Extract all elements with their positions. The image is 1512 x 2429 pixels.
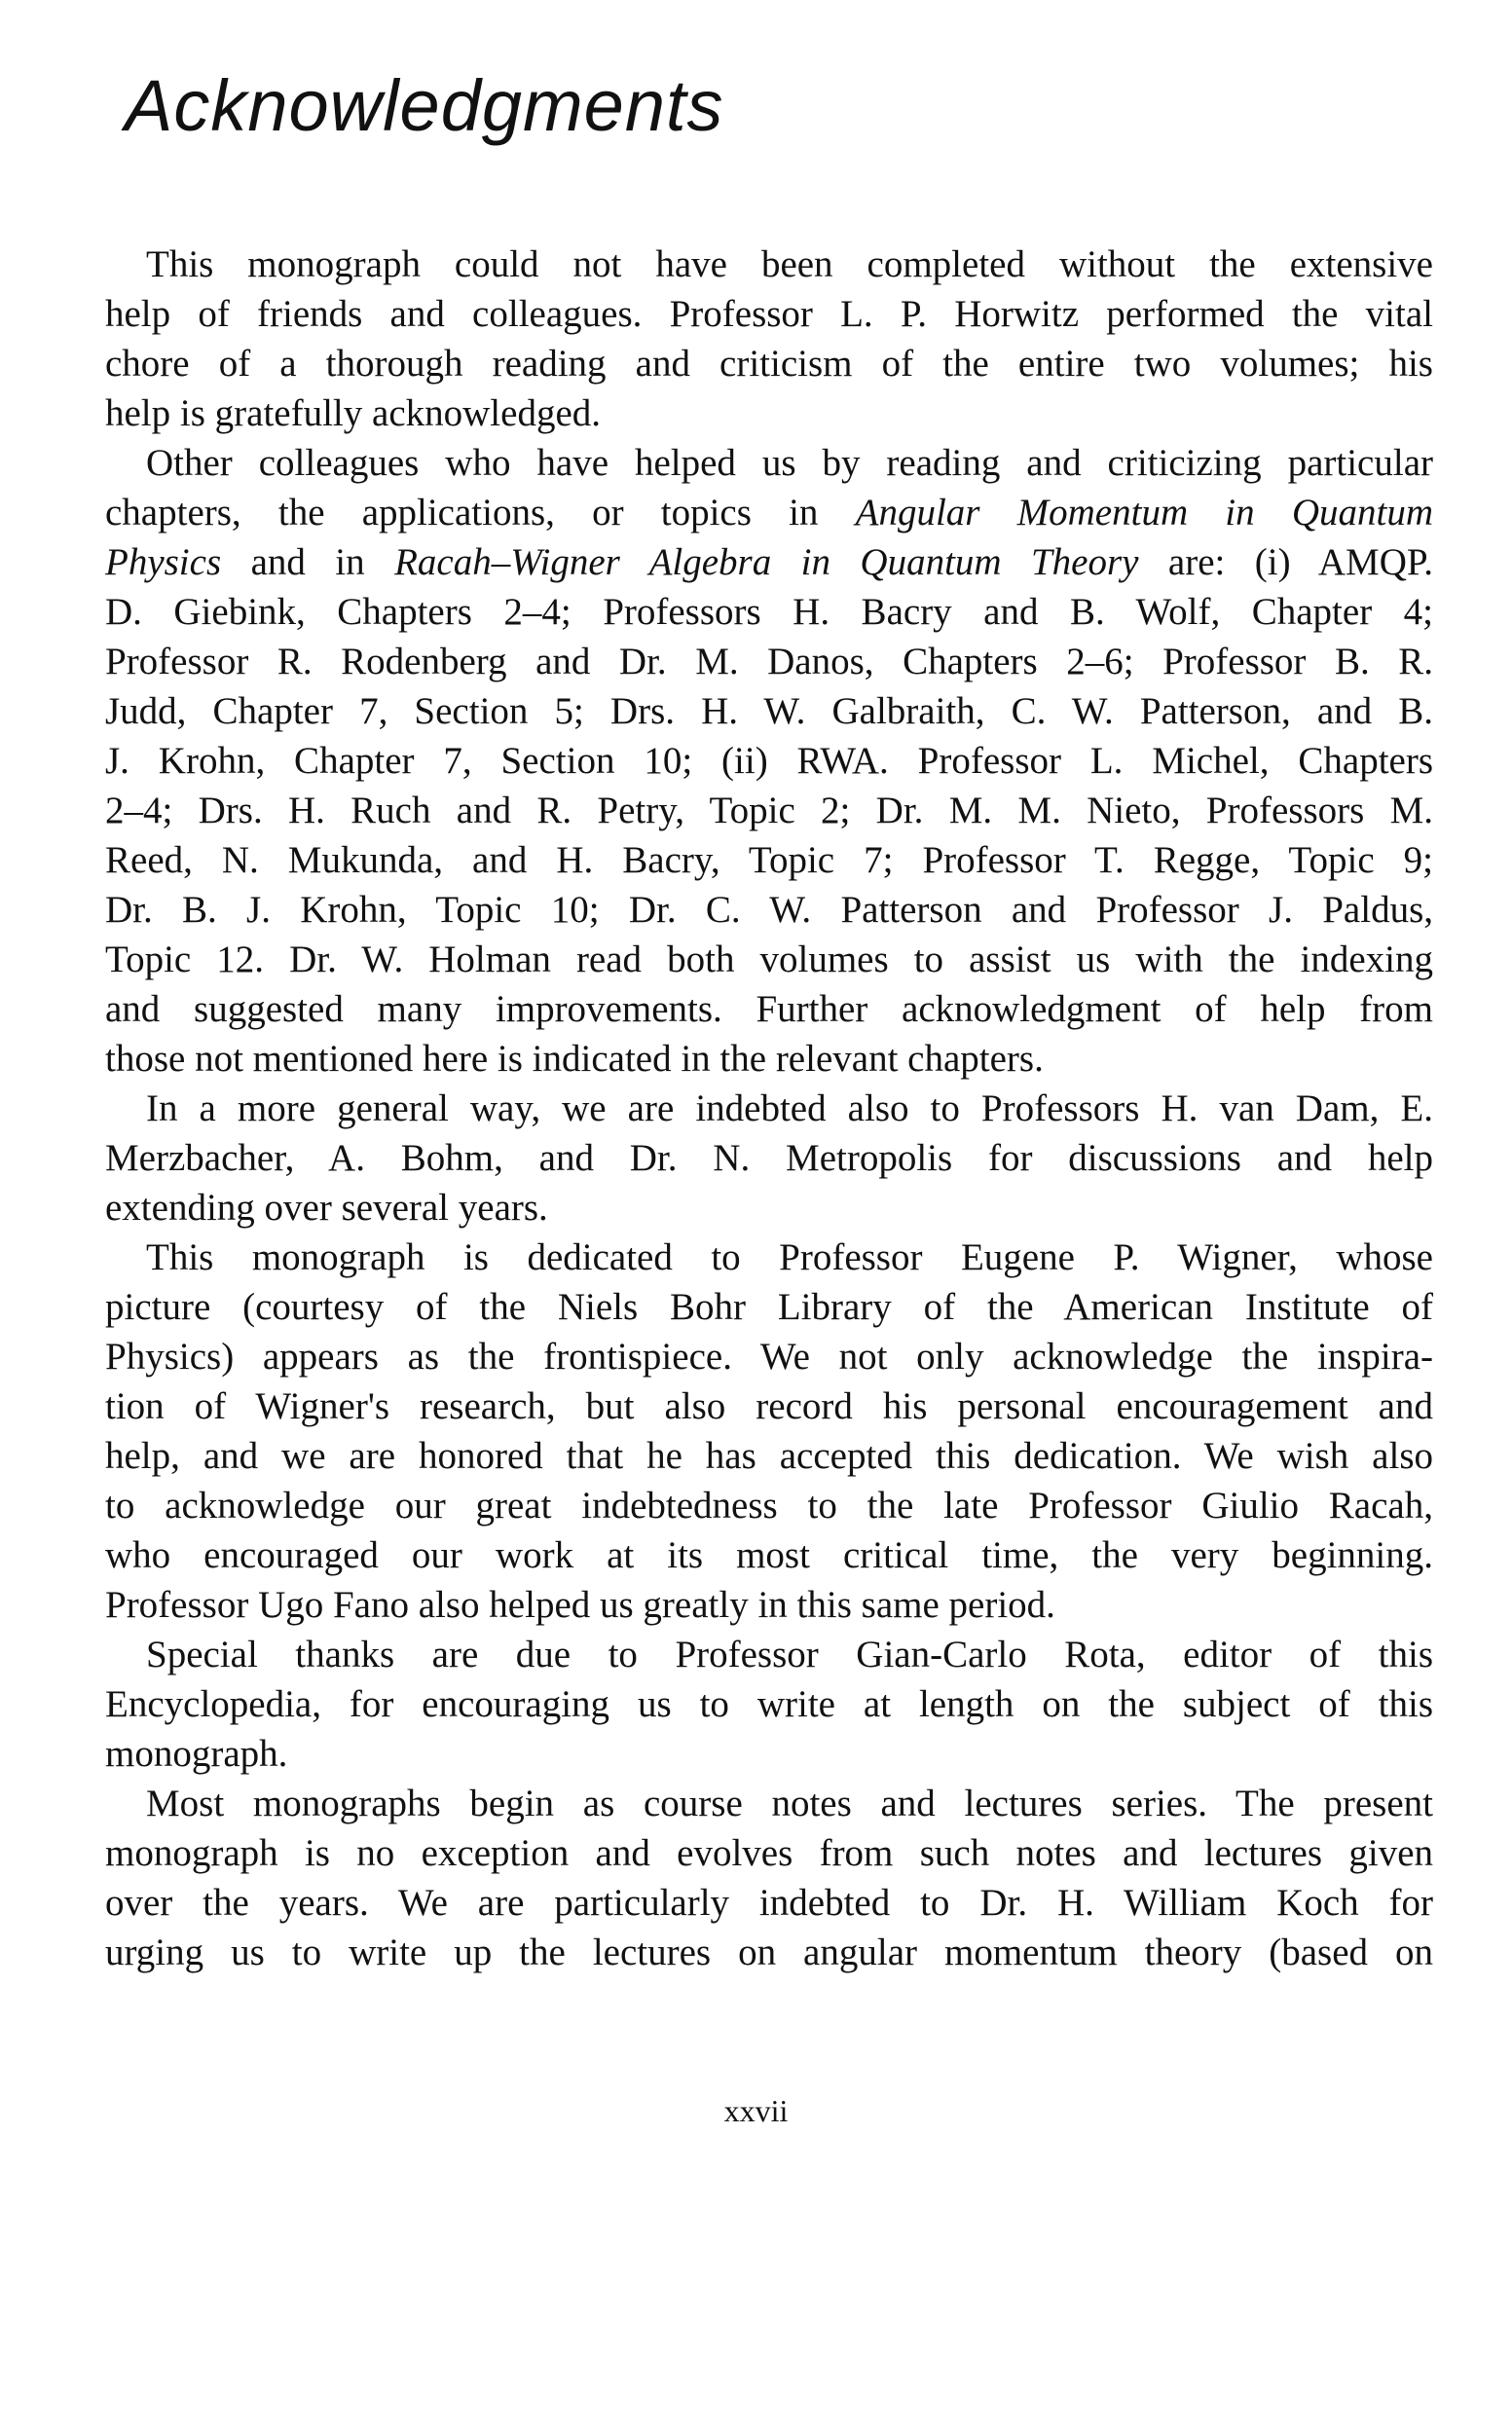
text-line (105, 488, 1433, 537)
text-line (105, 984, 1433, 1034)
text-segment: to acknowledge our great indebtedness to the late Professor Giulio Racah, (105, 1485, 1433, 1527)
text-segment: and suggested many improvements. Further acknowledgment of help from (105, 988, 1433, 1030)
text-line (105, 1679, 1433, 1729)
text-segment: help is gratefully acknowledged. (105, 392, 601, 434)
text-segment: help of friends and colleagues. Professor L. P. Horwitz performed the vital (105, 293, 1433, 335)
text-segment: Topic 12. Dr. W. Holman read both volumes to assist us with the indexing (105, 938, 1433, 980)
text-line (105, 1530, 1433, 1580)
text-line (105, 686, 1433, 736)
text-line (105, 1580, 1433, 1630)
text-segment: J. Krohn, Chapter 7, Section 10; (ii) RWA. Professor L. Michel, Chapters (105, 740, 1433, 782)
text-line (105, 637, 1433, 686)
italic-title-text: Racah–Wigner Algebra in Quantum Theory (394, 541, 1139, 583)
text-segment: tion of Wigner's research, but also record his personal encouragement and (105, 1385, 1433, 1427)
text-segment: Encyclopedia, for encouraging us to write at length on the subject of this (105, 1683, 1433, 1725)
text-segment: over the years. We are particularly indebted to Dr. H. William Koch for (105, 1882, 1433, 1924)
italic-title-text: Angular Momentum in Quantum (855, 492, 1433, 534)
text-segment: Special thanks are due to Professor Gian-Carlo Rota, editor of this (146, 1634, 1433, 1675)
paragraph (105, 1084, 1433, 1233)
text-segment: This monograph is dedicated to Professor Eugene P. Wigner, whose (146, 1236, 1433, 1278)
text-segment: extending over several years. (105, 1187, 548, 1229)
text-segment: monograph is no exception and evolves from such notes and lectures given (105, 1832, 1433, 1874)
italic-title-text: Physics (105, 541, 222, 583)
text-segment: Most monographs begin as course notes and lectures series. The present (146, 1783, 1433, 1824)
text-line (105, 1084, 1433, 1133)
text-line (105, 1332, 1433, 1381)
text-line (105, 1630, 1433, 1679)
text-segment: who encouraged our work at its most critical time, the very beginning. (105, 1534, 1433, 1576)
text-segment: are: (i) AMQP. (1138, 541, 1433, 583)
text-segment: monograph. (105, 1733, 288, 1775)
text-segment: Physics) appears as the frontispiece. We not only acknowledge the inspira- (105, 1336, 1433, 1378)
text-line (105, 1431, 1433, 1481)
page-number: xxvii (723, 2093, 789, 2128)
paragraph (105, 1779, 1433, 1977)
text-segment: those not mentioned here is indicated in the relevant chapters. (105, 1038, 1044, 1080)
text-line (105, 1928, 1433, 1977)
text-line (105, 438, 1433, 488)
text-segment: Merzbacher, A. Bohm, and Dr. N. Metropolis for discussions and help (105, 1137, 1433, 1179)
text-segment: Professor R. Rodenberg and Dr. M. Danos, Chapters 2–6; Professor B. R. (105, 641, 1433, 682)
text-line (105, 537, 1433, 587)
text-line (105, 1779, 1433, 1828)
text-line (105, 1381, 1433, 1431)
text-segment: and in (221, 541, 395, 583)
text-line (105, 289, 1433, 339)
body-text (105, 239, 1433, 1977)
paragraph (105, 1630, 1433, 1779)
text-segment: Dr. B. J. Krohn, Topic 10; Dr. C. W. Patterson and Professor J. Paldus, (105, 889, 1433, 931)
text-segment: In a more general way, we are indebted also to Professors H. van Dam, E. (146, 1087, 1433, 1129)
text-line (105, 1878, 1433, 1928)
text-segment: Other colleagues who have helped us by reading and criticizing particular (146, 442, 1433, 484)
page-title: Acknowledgments (125, 65, 724, 146)
text-segment: picture (courtesy of the Niels Bohr Library of the American Institute of (105, 1286, 1433, 1328)
text-segment: 2–4; Drs. H. Ruch and R. Petry, Topic 2; Dr. M. M. Nieto, Professors M. (105, 790, 1433, 831)
text-line (105, 1481, 1433, 1530)
text-segment: This monograph could not have been completed without the extensive (146, 243, 1433, 285)
paragraph (105, 239, 1433, 438)
text-line (105, 1034, 1433, 1084)
text-line (105, 1133, 1433, 1183)
text-segment: Professor Ugo Fano also helped us greatly in this same period. (105, 1584, 1055, 1626)
text-line (105, 736, 1433, 786)
text-line (105, 239, 1433, 289)
text-line (105, 786, 1433, 835)
text-line (105, 587, 1433, 637)
paragraph (105, 1233, 1433, 1630)
text-line (105, 935, 1433, 984)
text-line (105, 1233, 1433, 1282)
text-segment: help, and we are honored that he has accepted this dedication. We wish also (105, 1435, 1433, 1477)
text-line (105, 1183, 1433, 1233)
text-segment: Reed, N. Mukunda, and H. Bacry, Topic 7; Professor T. Regge, Topic 9; (105, 839, 1433, 881)
paragraph (105, 438, 1433, 1084)
text-segment: chore of a thorough reading and criticism of the entire two volumes; his (105, 343, 1433, 385)
text-segment: urging us to write up the lectures on angular momentum theory (based on (105, 1932, 1433, 1973)
text-line (105, 339, 1433, 388)
text-line (105, 388, 1433, 438)
text-line (105, 1282, 1433, 1332)
text-segment: Judd, Chapter 7, Section 5; Drs. H. W. Galbraith, C. W. Patterson, and B. (105, 690, 1433, 732)
text-line (105, 835, 1433, 885)
text-segment: D. Giebink, Chapters 2–4; Professors H. Bacry and B. Wolf, Chapter 4; (105, 591, 1433, 633)
text-line (105, 1729, 1433, 1779)
text-line (105, 885, 1433, 935)
text-line (105, 1828, 1433, 1878)
text-segment: chapters, the applications, or topics in (105, 492, 856, 534)
